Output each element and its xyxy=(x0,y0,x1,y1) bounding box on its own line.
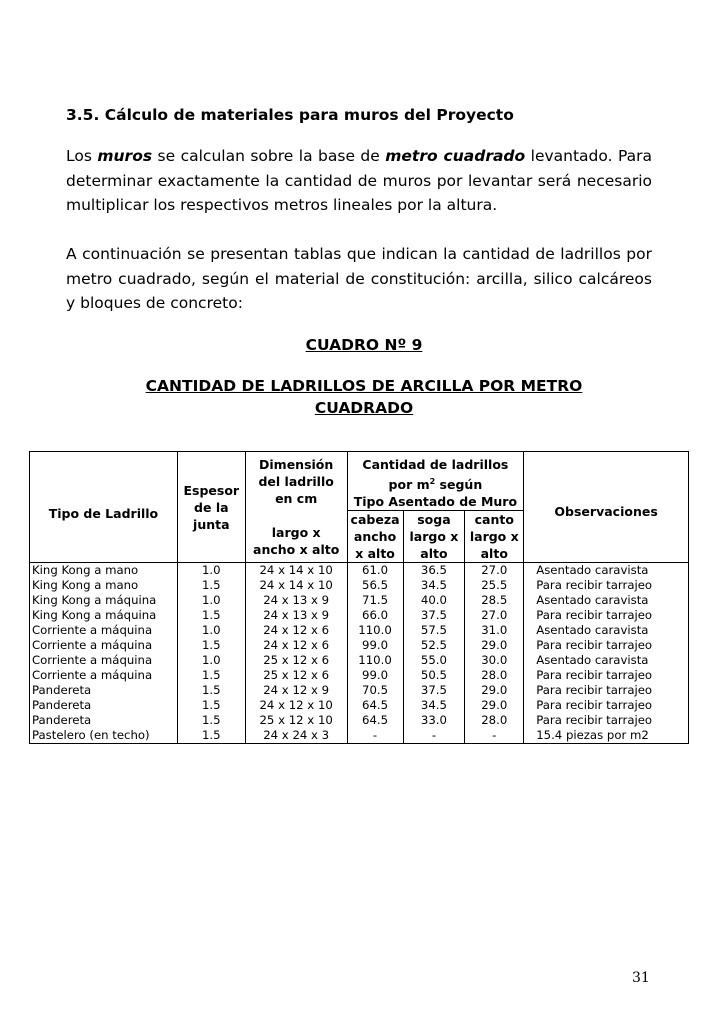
cell-canto: 30.0 xyxy=(465,653,524,668)
cell-observaciones: Para recibir tarrajeo xyxy=(524,668,689,683)
header-tipo-asentado: Tipo Asentado de Muro xyxy=(347,493,524,511)
cell-canto: 28.5 xyxy=(465,593,524,608)
header-canto: canto xyxy=(465,511,524,529)
cell-observaciones: 15.4 piezas por m2 xyxy=(524,728,689,744)
cell-soga: 37.5 xyxy=(403,608,465,623)
cell-cabeza: 66.0 xyxy=(347,608,403,623)
intro-paragraph xyxy=(66,144,652,218)
cell-canto: 27.0 xyxy=(465,563,524,579)
section-heading: 3.5. Cálculo de materiales para muros del Proyecto xyxy=(66,106,514,124)
cell-observaciones: Para recibir tarrajeo xyxy=(524,608,689,623)
cell-soga: 37.5 xyxy=(403,683,465,698)
cell-tipo: Corriente a máquina xyxy=(30,638,178,653)
cell-tipo: Corriente a máquina xyxy=(30,623,178,638)
cell-cabeza: 64.5 xyxy=(347,698,403,713)
cuadro-title-line1: CANTIDAD DE LADRILLOS DE ARCILLA POR METRO xyxy=(145,377,583,395)
cell-espesor: 1.0 xyxy=(177,653,245,668)
cell-cabeza: 99.0 xyxy=(347,638,403,653)
bricks-table xyxy=(29,451,689,744)
cell-tipo: Corriente a máquina xyxy=(30,668,178,683)
cell-espesor: 1.0 xyxy=(177,593,245,608)
cell-observaciones: Asentado caravista xyxy=(524,563,689,579)
cell-tipo: Corriente a máquina xyxy=(30,653,178,668)
cell-soga: 50.5 xyxy=(403,668,465,683)
cell-dimension: 24 x 14 x 10 xyxy=(245,563,347,579)
header-cantidad: Cantidad de ladrillos por $m^2$ según xyxy=(347,452,524,494)
page-number: 31 xyxy=(632,970,650,986)
cell-espesor: 1.5 xyxy=(177,608,245,623)
cell-dimension: 24 x 12 x 6 xyxy=(245,638,347,653)
table-row xyxy=(30,593,689,608)
cell-cabeza: 110.0 xyxy=(347,653,403,668)
cell-dimension: 24 x 13 x 9 xyxy=(245,593,347,608)
cell-tipo: King Kong a mano xyxy=(30,578,178,593)
cell-observaciones: Para recibir tarrajeo xyxy=(524,683,689,698)
table-row xyxy=(30,713,689,728)
cell-dimension: 24 x 12 x 9 xyxy=(245,683,347,698)
header-observaciones: Observaciones xyxy=(524,452,689,563)
cell-observaciones: Para recibir tarrajeo xyxy=(524,698,689,713)
header-canto-sub: largo x alto xyxy=(465,528,524,563)
p1-emphasis-muros: muros xyxy=(97,147,153,165)
cell-espesor: 1.5 xyxy=(177,578,245,593)
cell-cabeza: 99.0 xyxy=(347,668,403,683)
cell-espesor: 1.5 xyxy=(177,713,245,728)
cell-observaciones: Para recibir tarrajeo xyxy=(524,638,689,653)
header-dimension: Dimensión del ladrillo en cm largo x ancho x alto xyxy=(245,452,347,563)
table-row xyxy=(30,578,689,593)
cell-dimension: 25 x 12 x 6 xyxy=(245,653,347,668)
p1-text-a: Los xyxy=(66,147,98,165)
cuadro-title-line2: CUADRADO xyxy=(314,399,414,417)
cell-soga: 34.5 xyxy=(403,698,465,713)
table-row xyxy=(30,623,689,638)
header-soga: soga xyxy=(403,511,465,529)
cell-tipo: King Kong a mano xyxy=(30,563,178,579)
header-tipo: Tipo de Ladrillo xyxy=(30,452,178,563)
cell-canto: 29.0 xyxy=(465,638,524,653)
cell-soga: 57.5 xyxy=(403,623,465,638)
table-row xyxy=(30,653,689,668)
cell-canto: 25.5 xyxy=(465,578,524,593)
cell-canto: - xyxy=(465,728,524,744)
cell-observaciones: Asentado caravista xyxy=(524,653,689,668)
cell-dimension: 24 x 12 x 6 xyxy=(245,623,347,638)
table-row xyxy=(30,698,689,713)
cell-canto: 28.0 xyxy=(465,713,524,728)
cell-soga: 55.0 xyxy=(403,653,465,668)
table-row xyxy=(30,608,689,623)
cell-soga: 40.0 xyxy=(403,593,465,608)
cell-canto: 31.0 xyxy=(465,623,524,638)
cell-tipo: King Kong a máquina xyxy=(30,608,178,623)
p1-text-b: se calculan sobre la base de xyxy=(152,147,386,165)
cell-dimension: 24 x 13 x 9 xyxy=(245,608,347,623)
cell-observaciones: Asentado caravista xyxy=(524,623,689,638)
table-row xyxy=(30,638,689,653)
cell-espesor: 1.5 xyxy=(177,728,245,744)
table-row xyxy=(30,728,689,744)
cell-canto: 27.0 xyxy=(465,608,524,623)
cell-cabeza: 64.5 xyxy=(347,713,403,728)
table-row xyxy=(30,683,689,698)
cell-tipo: Pandereta xyxy=(30,713,178,728)
cell-soga: 33.0 xyxy=(403,713,465,728)
p1-text-c: levantado. Para determinar exactamente la cantidad de muros por levantar será necesario multiplicar los respectivos metros lineales por la altura. xyxy=(66,147,652,214)
tables-intro-paragraph: A continuación se presentan tablas que indican la cantidad de ladrillos por metro cuadrado, según el material de constitución: arcilla, silico calcáreos y bloques de concreto: xyxy=(66,245,652,312)
cell-observaciones: Para recibir tarrajeo xyxy=(524,578,689,593)
cell-espesor: 1.0 xyxy=(177,623,245,638)
cell-dimension: 24 x 24 x 3 xyxy=(245,728,347,744)
cell-cabeza: 56.5 xyxy=(347,578,403,593)
cell-espesor: 1.5 xyxy=(177,683,245,698)
cell-soga: 36.5 xyxy=(403,563,465,579)
header-soga-sub: largo x alto xyxy=(403,528,465,563)
cell-tipo: King Kong a máquina xyxy=(30,593,178,608)
cell-dimension: 25 x 12 x 6 xyxy=(245,668,347,683)
cell-tipo: Pandereta xyxy=(30,683,178,698)
cell-canto: 29.0 xyxy=(465,683,524,698)
table-row xyxy=(30,563,689,579)
cell-cabeza: 61.0 xyxy=(347,563,403,579)
header-espesor: Espesor de la junta xyxy=(177,452,245,563)
cell-espesor: 1.5 xyxy=(177,668,245,683)
cell-soga: 52.5 xyxy=(403,638,465,653)
cell-cabeza: - xyxy=(347,728,403,744)
cell-espesor: 1.5 xyxy=(177,698,245,713)
cell-canto: 28.0 xyxy=(465,668,524,683)
p1-emphasis-metro-cuadrado: metro cuadrado xyxy=(385,147,526,165)
cell-dimension: 24 x 12 x 10 xyxy=(245,698,347,713)
cell-cabeza: 110.0 xyxy=(347,623,403,638)
header-cabeza: cabeza xyxy=(347,511,403,529)
cell-soga: 34.5 xyxy=(403,578,465,593)
cell-tipo: Pastelero (en techo) xyxy=(30,728,178,744)
table-row xyxy=(30,668,689,683)
cell-tipo: Pandereta xyxy=(30,698,178,713)
cuadro-title xyxy=(80,375,648,419)
cell-dimension: 24 x 14 x 10 xyxy=(245,578,347,593)
cell-espesor: 1.0 xyxy=(177,563,245,579)
cell-cabeza: 70.5 xyxy=(347,683,403,698)
cell-observaciones: Asentado caravista xyxy=(524,593,689,608)
cell-observaciones: Para recibir tarrajeo xyxy=(524,713,689,728)
cell-espesor: 1.5 xyxy=(177,638,245,653)
cuadro-label: CUADRO Nº 9 xyxy=(305,336,423,354)
cell-soga: - xyxy=(403,728,465,744)
cell-cabeza: 71.5 xyxy=(347,593,403,608)
cell-canto: 29.0 xyxy=(465,698,524,713)
cell-dimension: 25 x 12 x 10 xyxy=(245,713,347,728)
header-cabeza-sub: ancho x alto xyxy=(347,528,403,563)
